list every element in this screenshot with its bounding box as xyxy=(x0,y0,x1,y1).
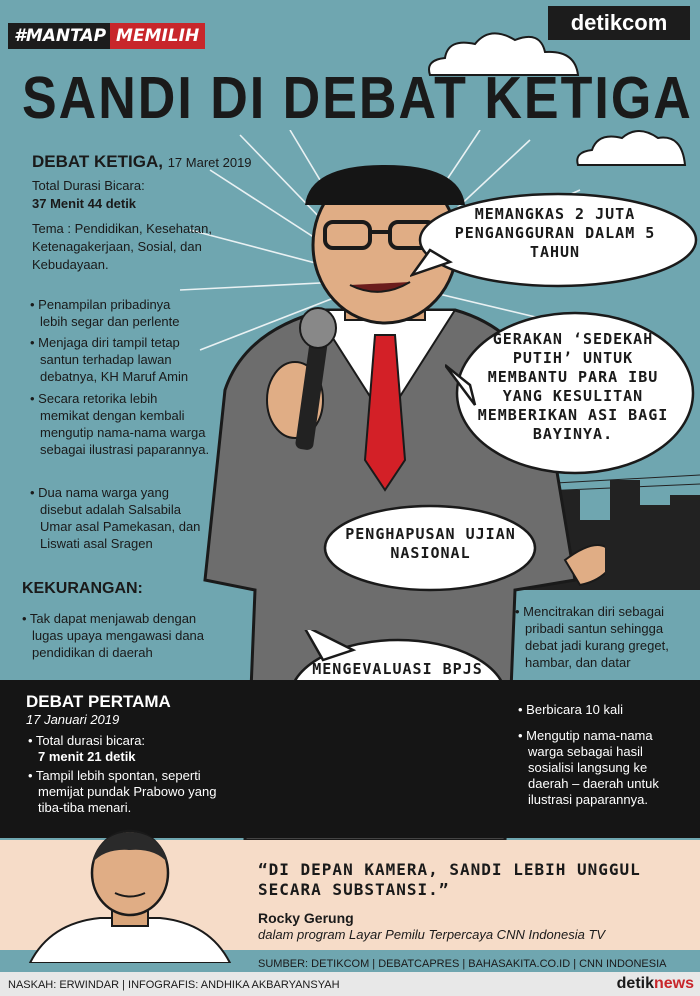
bubble-text-2: GERAKAN ‘SEDEKAH PUTIH’ UNTUK MEMBANTU PARA IBU YANG KESULITAN MEMBERIKAN ASI BAGI BAYINYA. xyxy=(477,330,669,443)
quote-author: Rocky Gerung xyxy=(258,910,354,926)
bubble-text-1: MEMANGKAS 2 JUTA PENGANGGURAN DALAM 5 TAHUN xyxy=(454,205,656,261)
kekurangan-heading: KEKURANGAN: xyxy=(22,580,143,597)
tema-text: Tema : Pendidikan, Kesehatan, Ketenagakerjaan, Sosial, dan Kebudayaan. xyxy=(32,221,212,272)
list-item: • Penampilan pribadinya lebih segar dan perlente xyxy=(30,297,180,329)
list-item: • Berbicara 10 kali xyxy=(518,702,623,717)
credits: NASKAH: ERWINDAR | INFOGRAFIS: ANDHIKA AKBARYANSYAH xyxy=(8,979,340,991)
duration-value: 37 Menit 44 detik xyxy=(32,196,137,211)
duration-label: Total Durasi Bicara: xyxy=(32,178,145,193)
hashtag-part2: MEMILIH xyxy=(110,23,205,49)
detiknews-logo: detiknews xyxy=(616,975,694,992)
hashtag-part1: #MANTAP xyxy=(8,23,112,49)
list-item: • Menjaga diri tampil tetap santun terhadap lawan debatnya, KH Maruf Amin xyxy=(30,335,189,384)
sources: SUMBER: DETIKCOM | DEBATCAPRES | BAHASAKITA.CO.ID | CNN INDONESIA xyxy=(258,958,667,970)
bubble-text-4: MENGEVALUASI BPJS xyxy=(312,660,483,678)
list-item: • Tampil lebih spontan, seperti memijat pundak Prabowo yang tiba-tiba menari. xyxy=(28,768,217,815)
kekurangan-right: • Mencitrakan diri sebagai pribadi santun sehingga debat jadi kurang greget, hambar, dan datar xyxy=(515,604,669,670)
list-item: • Total durasi bicara: xyxy=(28,733,146,748)
rocky-gerung-portrait xyxy=(20,828,240,963)
bubble-text-3: PENGHAPUSAN UJIAN NASIONAL xyxy=(345,525,516,562)
list-item: • Mengutip nama-nama warga sebagai hasil sosialisi langsung ke daerah – daerah untuk ilustrasi paparannya. xyxy=(518,728,659,807)
debat-pertama-date: 17 Januari 2019 xyxy=(26,712,120,727)
debat-pertama-duration: 7 menit 21 detik xyxy=(38,749,136,764)
debat-pertama-heading: DEBAT PERTAMA xyxy=(26,692,171,711)
page-title: SANDI DI DEBAT KETIGA xyxy=(22,65,693,132)
quote-text: “DI DEPAN KAMERA, SANDI LEBIH UNGGUL SECARA SUBSTANSI.” xyxy=(258,860,641,899)
list-item: • Dua nama warga yang disebut adalah Salsabila Umar asal Pamekasan, dan Liswati asal Sragen xyxy=(30,485,201,551)
detikcom-logo: detikcom xyxy=(548,6,690,40)
kekurangan-left: • Tak dapat menjawab dengan lugas upaya mengawasi dana pendidikan di daerah xyxy=(22,611,205,660)
list-item: • Secara retorika lebih memikat dengan kembali mengutip nama-nama warga sebagai ilustrasi paparannya. xyxy=(30,391,210,457)
hashtag-badge xyxy=(8,22,205,50)
debat-ketiga-heading: DEBAT KETIGA, 17 Maret 2019 xyxy=(32,152,252,171)
quote-source: dalam program Layar Pemilu Terpercaya CNN Indonesia TV xyxy=(258,927,606,942)
